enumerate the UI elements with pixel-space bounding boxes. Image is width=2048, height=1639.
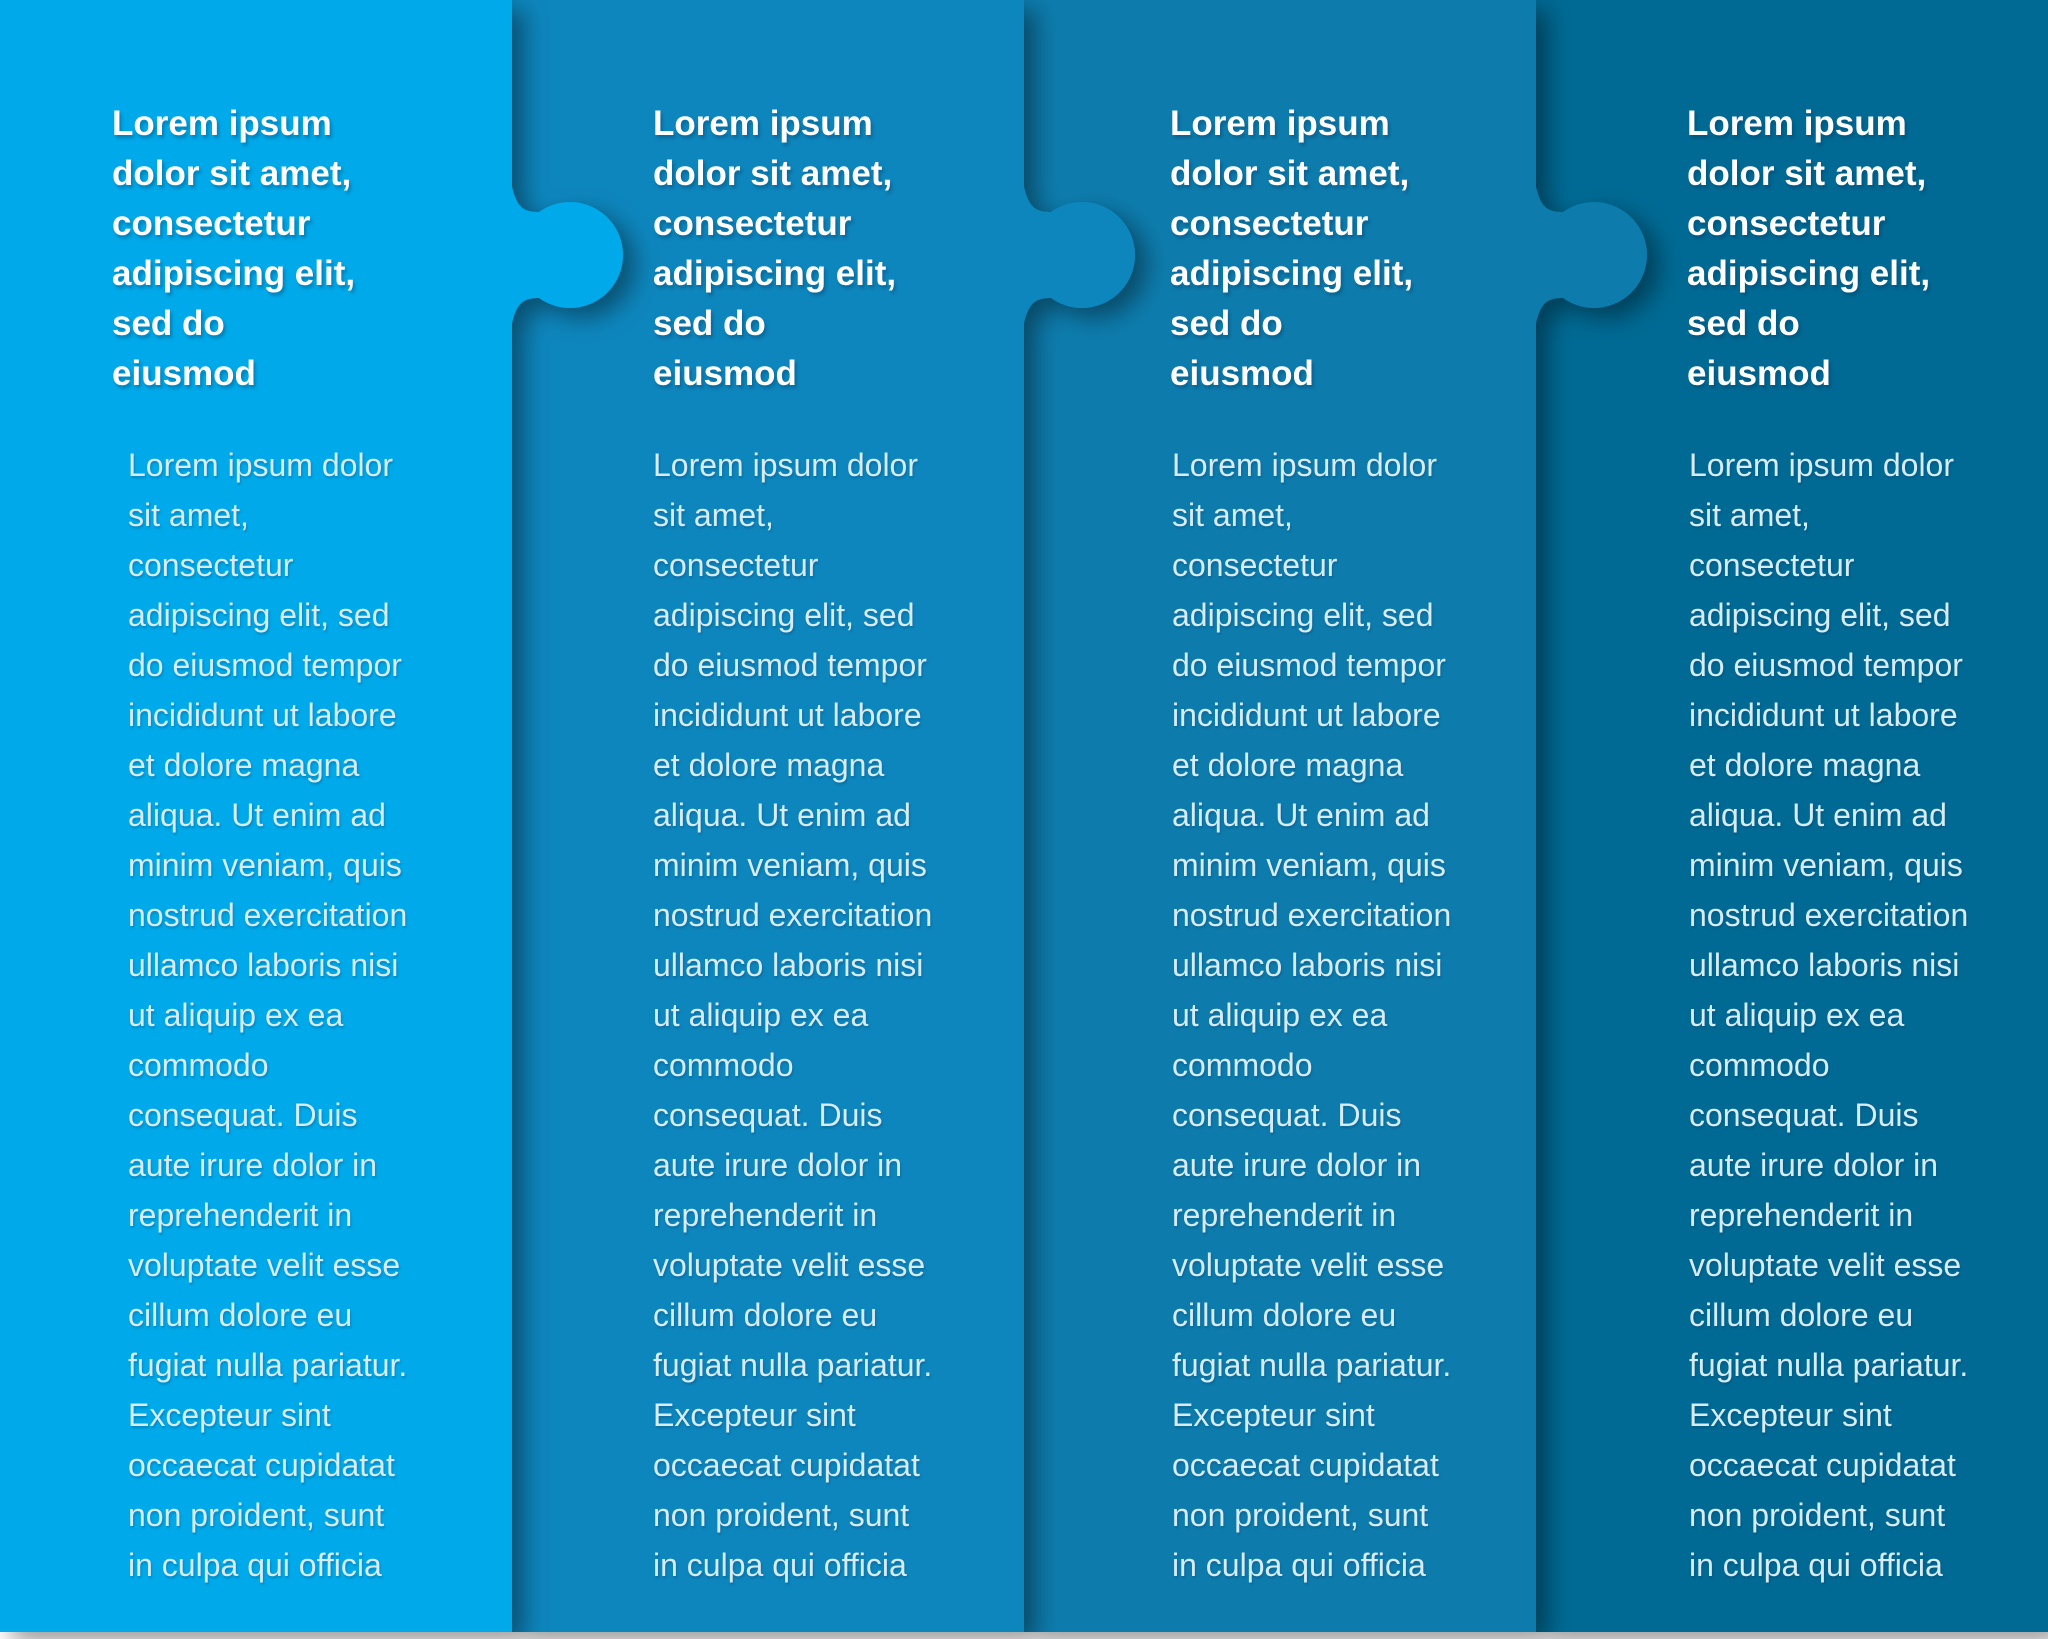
column-4-body: Lorem ipsum dolor sit amet, consectetur adipiscing elit, sed do eiusmod tempor incididunt ut labore et dolore magna aliqua. Ut enim ad minim veniam, quis nostrud exercitation ullamco laboris nisi ut aliquip ex ea commodo consequat. Duis aute irure dolor in reprehenderit in voluptate velit esse cillum dolore eu fugiat nulla pariatur. Excepteur sint occaecat cupidatat non proident, sunt in culpa qui officia xyxy=(1689,447,1969,1583)
column-3-body: Lorem ipsum dolor sit amet, consectetur adipiscing elit, sed do eiusmod tempor incididunt ut labore et dolore magna aliqua. Ut enim ad minim veniam, quis nostrud exercitation ullamco laboris nisi ut aliquip ex ea commodo consequat. Duis aute irure dolor in reprehenderit in voluptate velit esse cillum dolore eu fugiat nulla pariatur. Excepteur sint occaecat cupidatat non proident, sunt in culpa qui officia xyxy=(1172,447,1452,1583)
column-4-heading: Lorem ipsum dolor sit amet, consectetur adipiscing elit, sed do eiusmod xyxy=(1687,104,1931,393)
column-1-heading: Lorem ipsum dolor sit amet, consectetur adipiscing elit, sed do eiusmod xyxy=(112,104,356,393)
column-3-heading: Lorem ipsum dolor sit amet, consectetur adipiscing elit, sed do eiusmod xyxy=(1170,104,1414,393)
column-2-heading: Lorem ipsum dolor sit amet, consectetur adipiscing elit, sed do eiusmod xyxy=(653,104,897,393)
column-2-body: Lorem ipsum dolor sit amet, consectetur adipiscing elit, sed do eiusmod tempor incididunt ut labore et dolore magna aliqua. Ut enim ad minim veniam, quis nostrud exercitation ullamco laboris nisi ut aliquip ex ea commodo consequat. Duis aute irure dolor in reprehenderit in voluptate velit esse cillum dolore eu fugiat nulla pariatur. Excepteur sint occaecat cupidatat non proident, sunt in culpa qui officia xyxy=(653,447,933,1583)
column-1-body: Lorem ipsum dolor sit amet, consectetur adipiscing elit, sed do eiusmod tempor incididunt ut labore et dolore magna aliqua. Ut enim ad minim veniam, quis nostrud exercitation ullamco laboris nisi ut aliquip ex ea commodo consequat. Duis aute irure dolor in reprehenderit in voluptate velit esse cillum dolore eu fugiat nulla pariatur. Excepteur sint occaecat cupidatat non proident, sunt in culpa qui officia xyxy=(128,447,408,1583)
